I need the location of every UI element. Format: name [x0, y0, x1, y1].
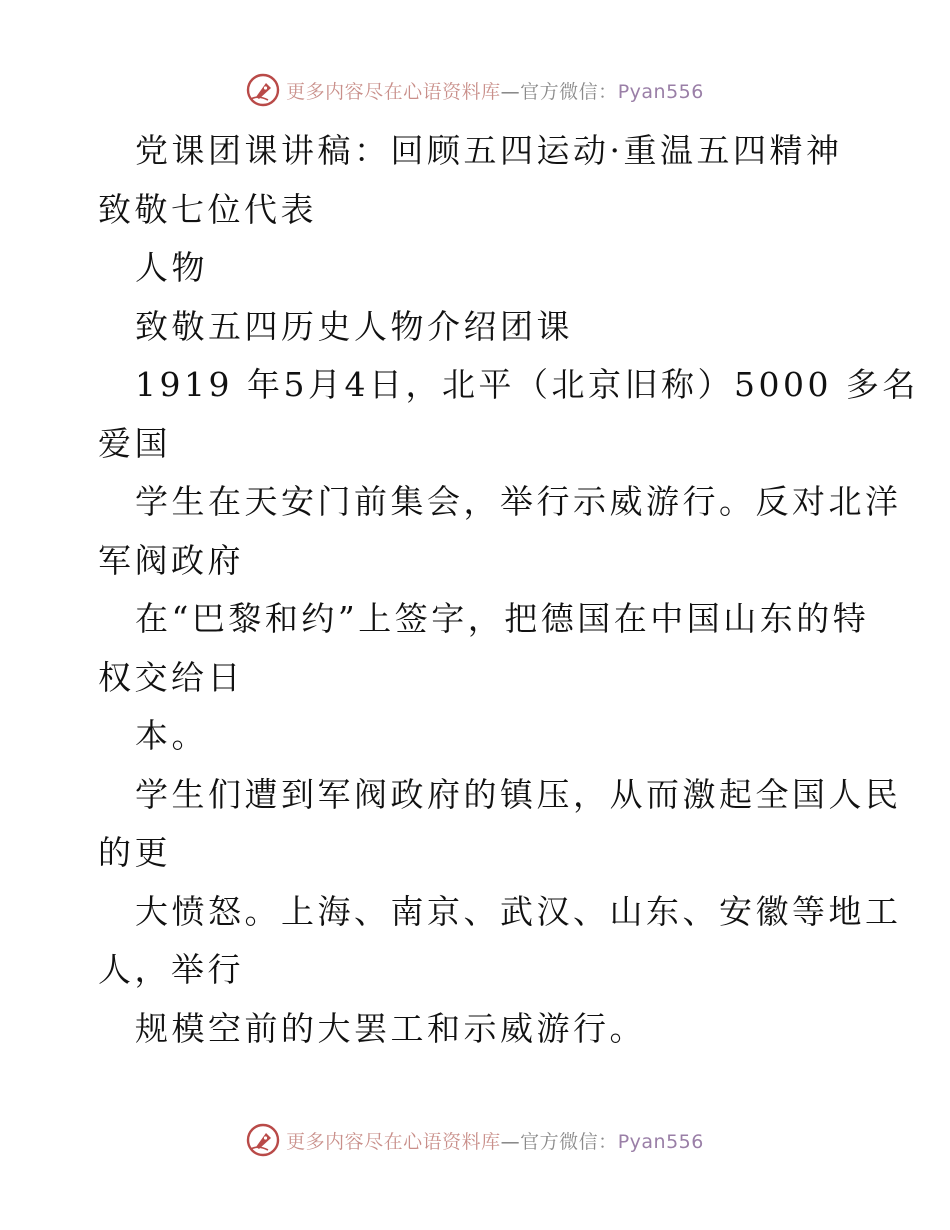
paragraph-line: 规模空前的大罢工和示威游行。: [135, 1008, 646, 1048]
watermark-text: [286, 1127, 704, 1154]
paragraph-line: 学生在天安门前集会，举行示威游行。反对北洋: [135, 482, 902, 521]
watermark-brand: 更多内容尽在心语资料库: [286, 80, 501, 103]
watermark-wechat-label: 官方微信：: [520, 1130, 618, 1153]
paragraph-line: 人，举行: [98, 950, 244, 989]
paragraph-line: 权交给日: [98, 657, 244, 697]
watermark-wechat-label: 官方微信：: [520, 80, 618, 103]
watermark-wechat-id: Pyan556: [617, 1130, 704, 1153]
watermark-footer: [0, 1120, 950, 1160]
watermark-separator: —: [500, 80, 521, 103]
watermark-text: [286, 77, 704, 104]
paragraph-line: 1919 年5月4日，北平（北京旧称）5000 多名: [135, 365, 919, 404]
paragraph-line: 的更: [98, 833, 171, 872]
paragraph-line: 本。: [135, 716, 208, 755]
watermark-brand: 更多内容尽在心语资料库: [286, 1130, 501, 1153]
paragraph-line: 在“巴黎和约”上签字，把德国在中国山东的特: [135, 599, 870, 638]
document-body: [98, 122, 919, 1058]
watermark-header: [0, 70, 950, 110]
pen-nib-icon: [246, 73, 280, 107]
pen-nib-icon: [246, 1123, 280, 1157]
watermark-wechat-id: Pyan556: [617, 80, 704, 103]
watermark-separator: —: [500, 1130, 521, 1153]
paragraph-line: 学生们遭到军阀政府的镇压，从而激起全国人民: [135, 774, 902, 814]
paragraph-line: 大愤怒。上海、南京、武汉、山东、安徽等地工: [135, 891, 902, 931]
doc-title-line-2: 致敬七位代表: [98, 189, 317, 229]
paragraph-line: 军阀政府: [98, 540, 244, 580]
doc-subtitle: 致敬五四历史人物介绍团课: [135, 306, 573, 346]
paragraph-line: 爱国: [98, 423, 171, 463]
doc-title-line-1: 党课团课讲稿：回顾五四运动·重温五四精神: [135, 131, 843, 170]
doc-title-line-3: 人物: [135, 248, 208, 287]
